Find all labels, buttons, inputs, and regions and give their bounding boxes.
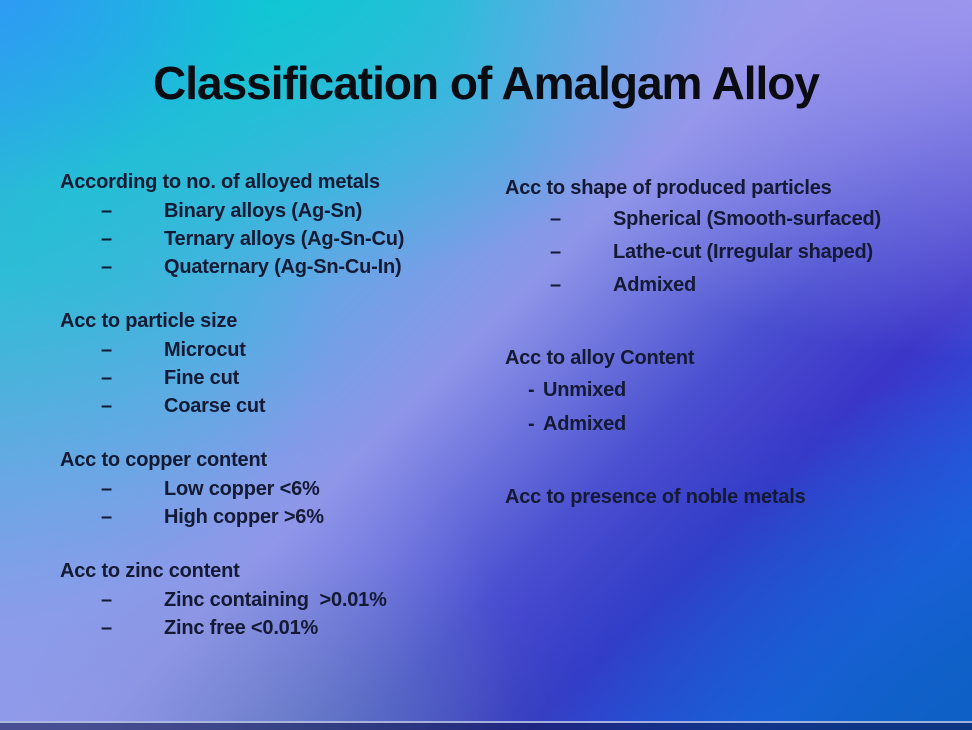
bullet-dash: –: [550, 208, 561, 230]
bullet-dash: –: [101, 339, 112, 361]
section-particle-size: [60, 307, 505, 420]
list-item: [60, 336, 505, 364]
bullet-dash: –: [101, 200, 112, 222]
bullet-list: [60, 197, 505, 281]
bullet-hyphen: -: [528, 379, 535, 401]
section-heading: Acc to copper content: [60, 449, 267, 471]
bullet-dash: –: [101, 589, 112, 611]
section-alloyed-metals: [60, 168, 505, 281]
bullet-list: [60, 336, 505, 420]
bullet-dash: –: [550, 241, 561, 263]
item-text: Lathe-cut (Irregular shaped): [613, 241, 873, 263]
section-heading: Acc to particle size: [60, 310, 238, 332]
item-text: Low copper <6%: [164, 478, 320, 500]
item-text: Zinc free <0.01%: [164, 617, 319, 639]
bullet-dash: –: [101, 506, 112, 528]
section-alloy-content: [505, 344, 960, 441]
section-zinc-content: [60, 557, 505, 642]
bullet-dash: –: [101, 617, 112, 639]
bullet-dash: –: [101, 478, 112, 500]
item-text: Binary alloys (Ag-Sn): [164, 200, 363, 222]
bullet-dash: –: [550, 274, 561, 296]
list-item: [505, 373, 960, 407]
bullet-list: [505, 203, 960, 302]
item-text: Coarse cut: [164, 395, 266, 417]
item-text: Zinc containing >0.01%: [164, 589, 387, 611]
list-item: [60, 586, 505, 614]
left-column: [60, 168, 505, 668]
section-heading: Acc to zinc content: [60, 560, 240, 582]
list-item: [60, 364, 505, 392]
bullet-list: [60, 586, 505, 642]
section-heading: Acc to shape of produced particles: [505, 177, 832, 199]
item-text: Spherical (Smooth-surfaced): [613, 208, 881, 230]
right-column: [505, 174, 960, 554]
bullet-dash: –: [101, 228, 112, 250]
item-text: High copper >6%: [164, 506, 324, 528]
bullet-dash: –: [101, 367, 112, 389]
item-text: Ternary alloys (Ag-Sn-Cu): [164, 228, 405, 250]
list-item: [60, 197, 505, 225]
item-text: Quaternary (Ag-Sn-Cu-In): [164, 256, 402, 278]
item-text: Admixed: [543, 413, 627, 435]
section-copper-content: [60, 446, 505, 531]
item-text: Admixed: [613, 274, 697, 296]
bullet-hyphen: -: [528, 413, 535, 435]
slide-bottom-shadow-bar: [0, 723, 972, 730]
list-item: [505, 407, 960, 441]
list-item: [60, 253, 505, 281]
bullet-list: [505, 373, 960, 441]
list-item: [505, 269, 960, 302]
section-particle-shape: [505, 174, 960, 302]
bullet-dash: –: [101, 256, 112, 278]
list-item: [60, 225, 505, 253]
bullet-list: [60, 475, 505, 531]
section-heading: According to no. of alloyed metals: [60, 171, 380, 193]
section-heading: Acc to presence of noble metals: [505, 486, 806, 508]
item-text: Microcut: [164, 339, 246, 361]
list-item: [505, 236, 960, 269]
item-text: Unmixed: [543, 379, 627, 401]
list-item: [60, 475, 505, 503]
bullet-dash: –: [101, 395, 112, 417]
list-item: [60, 503, 505, 531]
list-item: [60, 614, 505, 642]
section-noble-metals: [505, 483, 960, 512]
list-item: [505, 203, 960, 236]
item-text: Fine cut: [164, 367, 240, 389]
section-heading: Acc to alloy Content: [505, 347, 695, 369]
list-item: [60, 392, 505, 420]
slide-title: Classification of Amalgam Alloy: [153, 57, 819, 109]
